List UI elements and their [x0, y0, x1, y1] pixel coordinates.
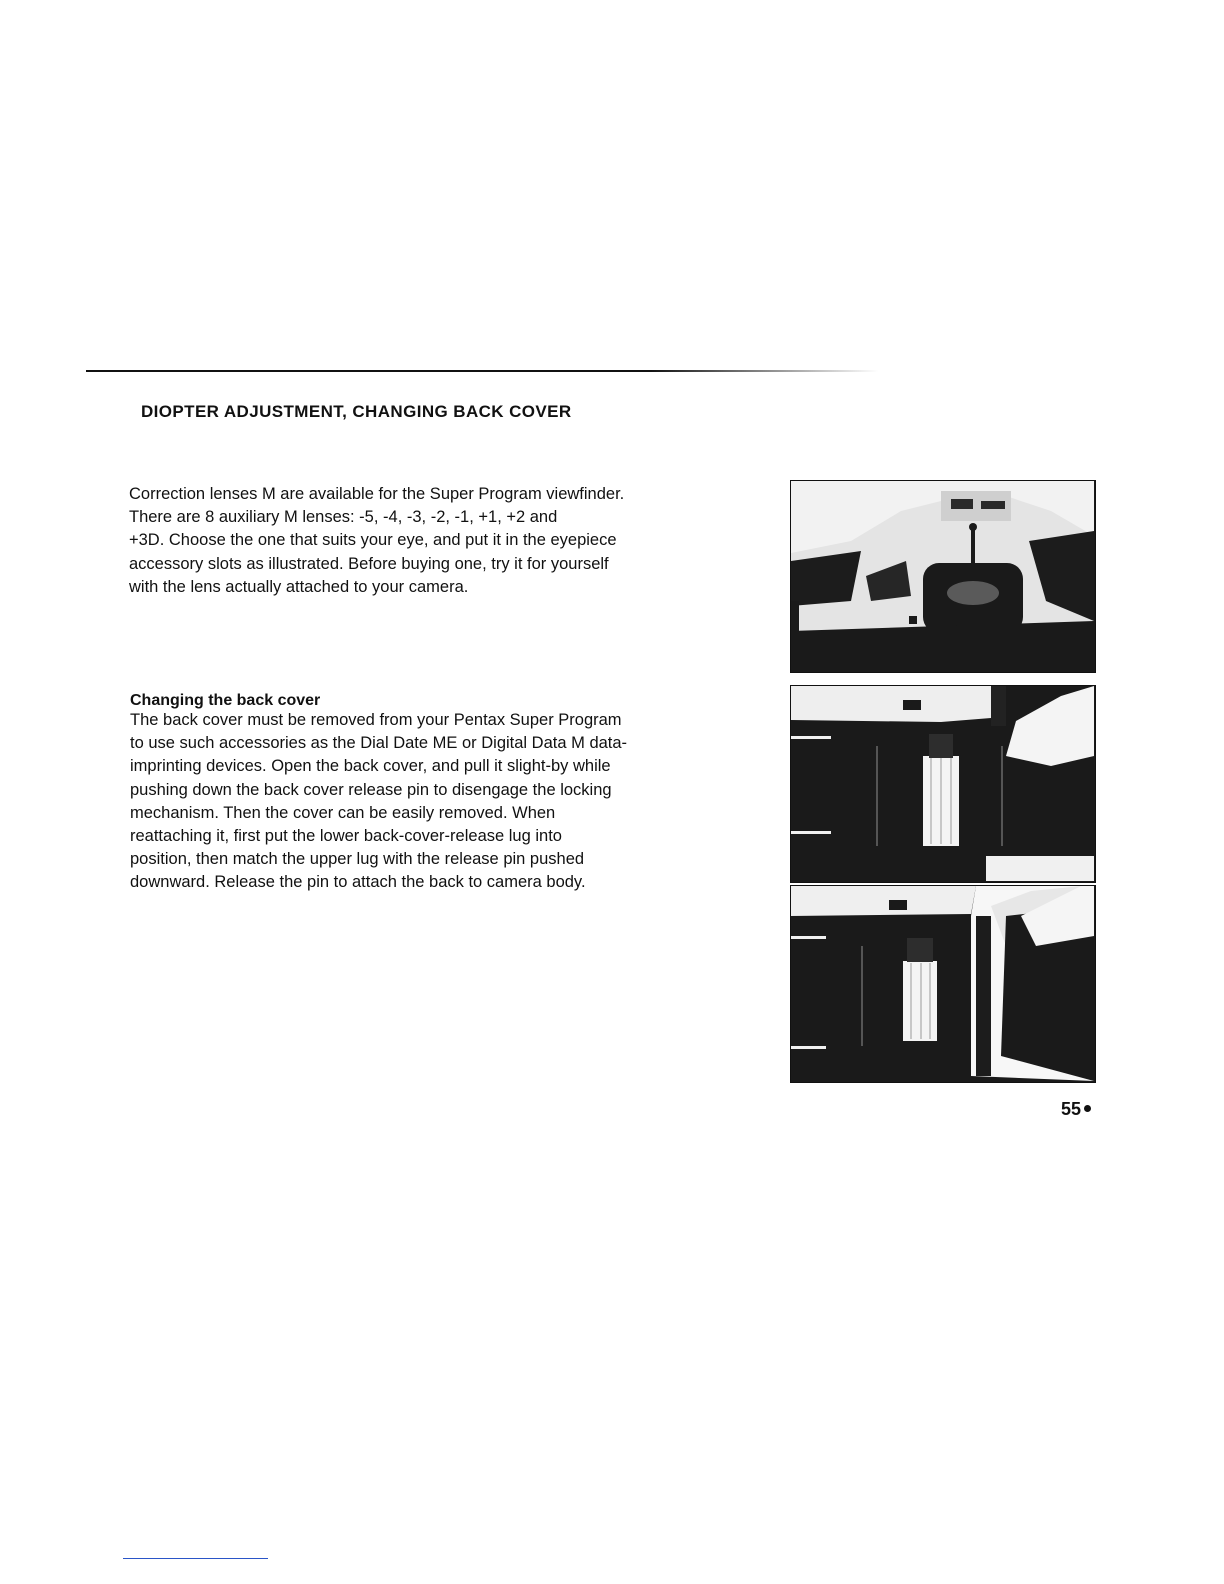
intro-paragraph: [129, 483, 769, 599]
page-number-text: 55: [1061, 1099, 1082, 1119]
intro-line: Correction lenses M are available for the Super Program viewfinder.: [129, 485, 625, 503]
camera-back-open-photo: [790, 685, 1096, 883]
back-cover-line: position, then match the upper lug with the release pin pushed: [130, 850, 585, 869]
back-cover-line: imprinting devices. Open the back cover, and pull it slight-by while: [130, 757, 611, 776]
back-cover-line: pushing down the back cover release pin to disengage the locking: [130, 780, 612, 799]
back-cover-line: reattaching it, first put the lower back-cover-release lug into: [130, 827, 562, 846]
back-cover-line: downward. Release the pin to attach the back to camera body.: [130, 873, 586, 892]
page-number: [1061, 1099, 1091, 1120]
bullet-icon: [1084, 1105, 1091, 1112]
back-cover-line: to use such accessories as the Dial Date ME or Digital Data M data-: [130, 734, 628, 753]
back-cover-paragraph: [130, 709, 770, 895]
intro-line: accessory slots as illustrated. Before buying one, try it for yourself: [129, 554, 609, 573]
back-cover-line: The back cover must be removed from your Pentax Super Program: [130, 711, 622, 729]
back-cover-line: mechanism. Then the cover can be easily removed. When: [130, 803, 556, 822]
intro-line: with the lens actually attached to your camera.: [129, 577, 469, 596]
top-rule-fade: [650, 369, 890, 372]
camera-back-removing-photo: [790, 885, 1096, 1083]
camera-eyepiece-photo: [790, 480, 1096, 673]
page-heading: DIOPTER ADJUSTMENT, CHANGING BACK COVER: [141, 402, 572, 421]
intro-line: There are 8 auxiliary M lenses: -5, -4, -3, -2, -1, +1, +2 and: [129, 508, 558, 527]
footer-rule: [123, 1558, 268, 1559]
intro-line: +3D. Choose the one that suits your eye, and put it in the eyepiece: [129, 531, 617, 550]
back-cover-subheading: Changing the back cover: [130, 692, 321, 709]
